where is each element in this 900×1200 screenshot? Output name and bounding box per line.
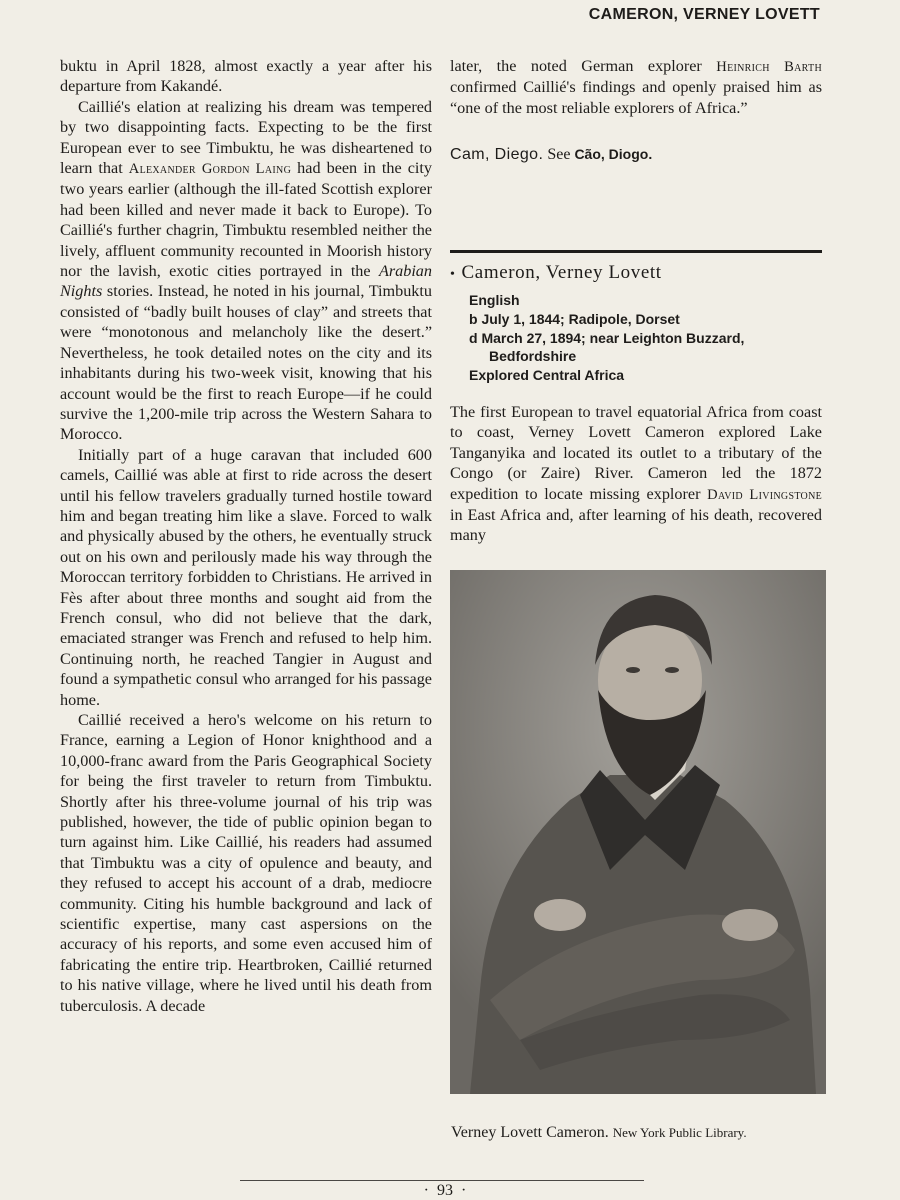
entry-died-line2: Bedfordshire xyxy=(489,348,577,365)
left-paragraph-4: Caillié received a hero's welcome on his return to France, earning a Legion of Honor knighthood and a 10,000-franc award from the Paris Geographical Society for being the first traveler to return from Timbuktu. Shortly after his three-volume journal of his trip was published, however, the tide of public opinion began to turn against him. Like Caillié, his readers had assumed that Timbuktu was a city of opulence and beauty, and they refused to accept his account of a drab, mediocre community. Citing his humble background and lack of scientific expertise, many cast aspersions on the accuracy of his reports, and some even accused him of fabricating the entire trip. Heartbroken, Caillié returned to his native village, where he lived until his death from tuberculosis. A decade xyxy=(60,711,432,1015)
left-paragraph-2: Caillié's elation at realizing his dream was tempered by two disappointing facts. Expecting to be the first European ever to see Timbuktu, he was disheartened to learn that Alexander Gordon Laing had been in the city two years earlier (although the ill-fated Scottish explorer had been killed and never made it back to Europe). To Caillié's further chagrin, Timbuktu resembled neither the lively, affluent community recounted in Moorish history nor the lavish, exotic cities portrayed in the Arabian Nights stories. Instead, he noted in his journal, Timbuktu consisted of “badly built houses of clay” and streets that were “monotonous and melancholy like the desert.” Nevertheless, he took detailed notes on the city and its inhabitants during his two-week visit, knowing that his account would be the first to reach Europe—if he could survive the 1,200-mile trip across the Western Sahara to Morocco. xyxy=(60,97,432,444)
xref-target: Cão, Diogo. xyxy=(574,146,653,163)
entry-died-line1: d March 27, 1894; near Leighton Buzzard, xyxy=(469,329,745,346)
entry-body-paragraph: The first European to travel equatorial Africa from coast to coast, Verney Lovett Cameron explored Lake Tanganyika and located its outlet to a tributary of the Congo (or Zaire) River. Cameron led the 1872 expedition to locate missing explorer David Livingstone in East Africa and, after learning of his death, recovered many xyxy=(450,403,822,545)
page-number: · 93 · xyxy=(423,1182,467,1199)
left-column xyxy=(60,56,432,1016)
cross-reference-entry xyxy=(450,144,822,165)
entry-headword xyxy=(450,262,822,284)
portrait-photo xyxy=(450,570,826,1094)
cross-ref-david-livingstone: David Livingstone xyxy=(707,486,822,503)
entry-metadata xyxy=(469,291,824,385)
entry-bullet: • xyxy=(450,267,456,282)
entry-name: Cameron, Verney Lovett xyxy=(461,262,662,283)
photo-caption xyxy=(451,1124,831,1142)
entry-nationality: English xyxy=(469,292,520,308)
cross-ref-heinrich-barth: Heinrich Barth xyxy=(716,59,822,75)
entry-divider-rule xyxy=(450,250,822,253)
cross-ref-alexander-gordon-laing: Alexander Gordon Laing xyxy=(128,161,292,178)
xref-headword: Cam, Diego. xyxy=(450,146,544,164)
right-column-top xyxy=(450,56,822,166)
left-paragraph-1: buktu in April 1828, almost exactly a year after his departure from Kakandé. xyxy=(60,57,432,96)
caption-credit: New York Public Library. xyxy=(612,1125,747,1140)
xref-see: See xyxy=(547,146,571,164)
title-arabian-nights: Arabian Nights xyxy=(60,262,432,301)
entry-born: b July 1, 1844; Radipole, Dorset xyxy=(469,310,680,327)
entry-explored: Explored Central Africa xyxy=(469,367,625,384)
portrait-illustration xyxy=(450,570,826,1094)
caption-name: Verney Lovett Cameron. xyxy=(451,1124,609,1141)
left-paragraph-3: Initially part of a huge caravan that included 600 camels, Caillié was able at first to ride across the desert until his fellow travelers gradually turned hostile toward him and began treating him like a slave. Forced to walk and physically abused by the others, he eventually struck out on his own and perilously made his way through the Moroccan territory forbidden to Christians. He arrived in Fès after about three months and sought aid from the French consul, who did not believe that the dark, emaciated stranger was French and refused to help him. Continuing north, he reached Tangier in August and found a sympathetic consul who arranged for his passage home. xyxy=(60,445,432,709)
right-paragraph-1: later, the noted German explorer Heinrich Barth confirmed Caillié's findings and openly praised him as “one of the most reliable explorers of Africa.” xyxy=(450,57,822,117)
folio-rule xyxy=(240,1180,644,1181)
running-head: CAMERON, VERNEY LOVETT xyxy=(588,6,820,23)
